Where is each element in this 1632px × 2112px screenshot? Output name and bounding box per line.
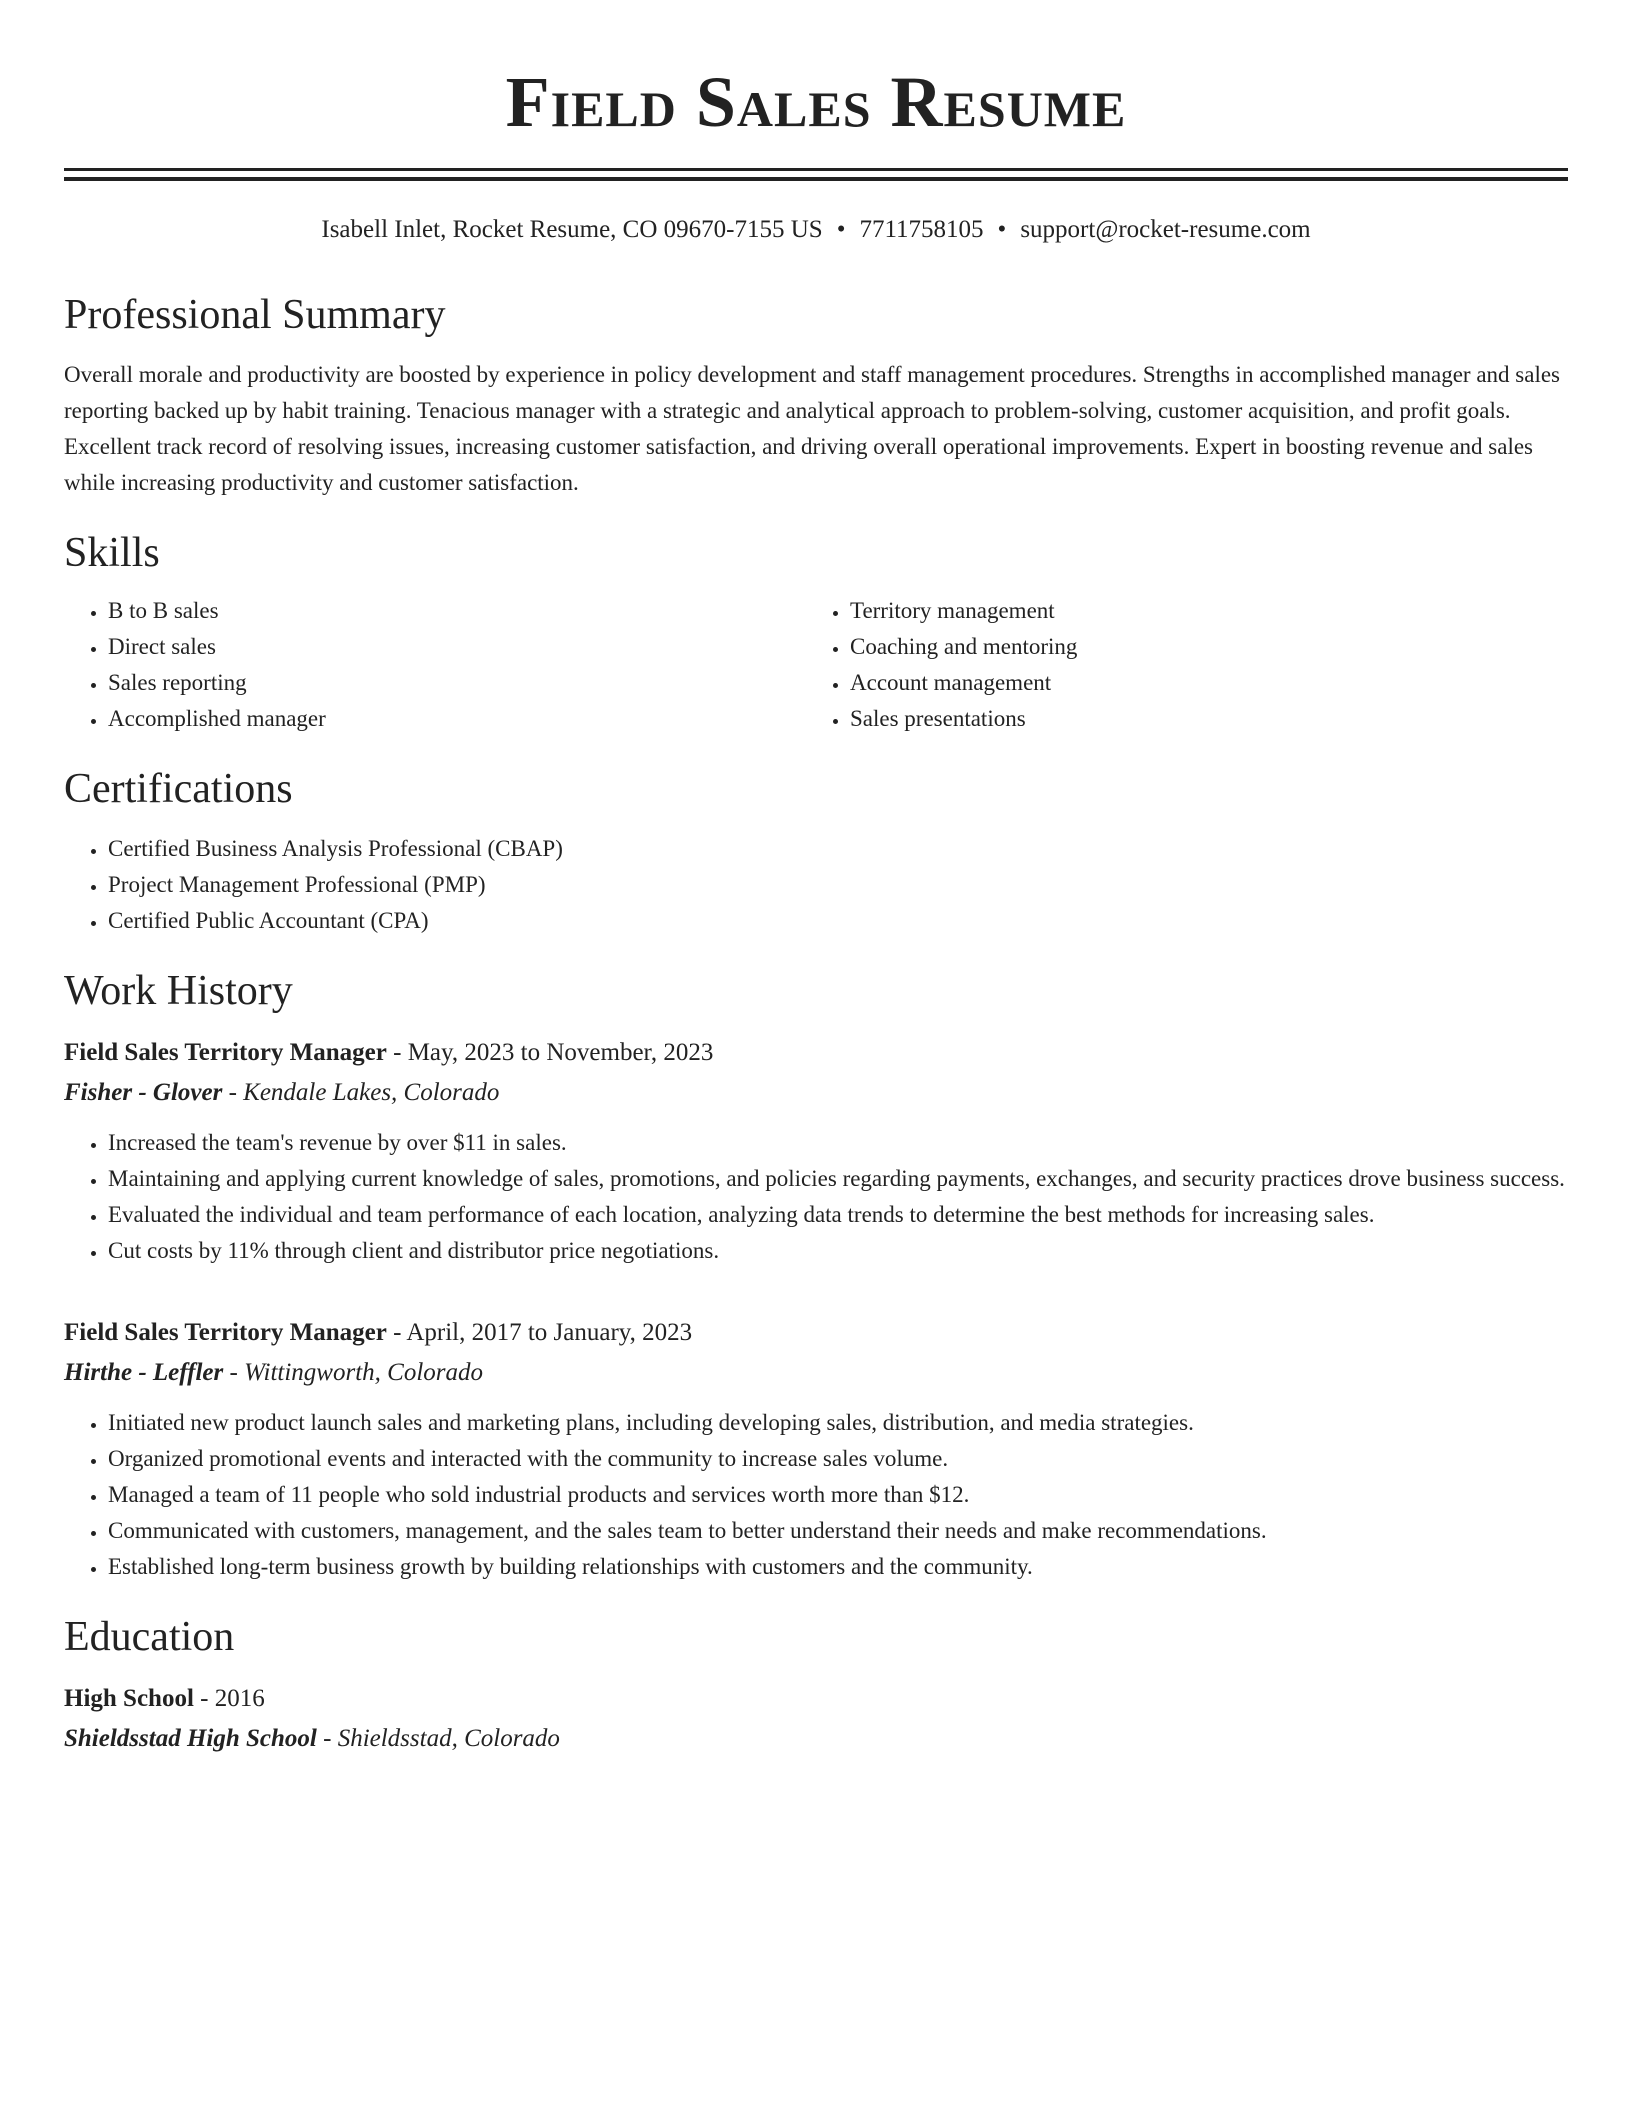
job-bullet: • Communicated with customers, management, and the sales team to better understand their needs and make recommendations.: [108, 1513, 1568, 1549]
education-school: Shieldsstad High School: [64, 1725, 317, 1752]
job-bullet: • Managed a team of 11 people who sold industrial products and services worth more than $12.: [108, 1477, 1568, 1513]
skill-item: • Territory management: [850, 593, 1548, 629]
title-rule-top: [64, 168, 1568, 171]
job-bullet: • Evaluated the individual and team performance of each location, analyzing data trends to determine the best methods for increasing sales.: [108, 1197, 1568, 1233]
job-title-line: Field Sales Territory Manager - April, 2017 to January, 2023: [64, 1319, 693, 1346]
job-bullets: [64, 1125, 1568, 1269]
job-title: Field Sales Territory Manager: [64, 1319, 387, 1346]
job-title: Field Sales Territory Manager: [64, 1039, 387, 1066]
skill-item: • Sales presentations: [850, 701, 1548, 737]
job-location: Wittingworth, Colorado: [244, 1359, 483, 1386]
contact-phone: 7711758105: [859, 216, 984, 243]
education-year: 2016: [214, 1685, 265, 1712]
job-bullets: [64, 1405, 1568, 1585]
certifications-heading: Certifications: [64, 766, 293, 812]
skill-item: • Sales reporting: [108, 665, 806, 701]
contact-line: [64, 215, 1568, 245]
work-history-heading: Work History: [64, 968, 293, 1014]
skill-item: • Direct sales: [108, 629, 806, 665]
skills-right-list: [806, 593, 1548, 737]
job-bullet: • Maintaining and applying current knowledge of sales, promotions, and policies regarding payments, exchanges, and security practices drove business success.: [108, 1161, 1568, 1197]
skill-item: • Coaching and mentoring: [850, 629, 1548, 665]
certification-item: • Certified Business Analysis Professional (CBAP): [108, 831, 1568, 867]
education-degree-line: High School - 2016: [64, 1685, 265, 1712]
contact-separator: •: [836, 216, 846, 243]
job-location: Kendale Lakes, Colorado: [243, 1079, 500, 1106]
certification-item: • Project Management Professional (PMP): [108, 867, 1568, 903]
certifications-list: [64, 831, 1568, 939]
skills-left-list: [64, 593, 806, 737]
contact-separator: •: [997, 216, 1007, 243]
education-school-line: Shieldsstad High School - Shieldsstad, Colorado: [64, 1725, 560, 1752]
job-company: Fisher - Glover: [64, 1079, 223, 1106]
job-bullet: • Cut costs by 11% through client and distributor price negotiations.: [108, 1233, 1568, 1269]
education-heading: Education: [64, 1614, 235, 1660]
contact-address: Isabell Inlet, Rocket Resume, CO 09670-7155 US: [321, 216, 823, 243]
skill-item: • Accomplished manager: [108, 701, 806, 737]
job-bullet: • Increased the team's revenue by over $11 in sales.: [108, 1125, 1568, 1161]
job-dates: April, 2017 to January, 2023: [406, 1319, 693, 1346]
skill-item: • Account management: [850, 665, 1548, 701]
resume-title: Field Sales Resume: [505, 62, 1127, 142]
education-degree: High School: [64, 1685, 194, 1712]
skill-item: • B to B sales: [108, 593, 806, 629]
job-company-line: Hirthe - Leffler - Wittingworth, Colorado: [64, 1359, 483, 1386]
title-rule-bottom: [64, 177, 1568, 181]
summary-heading: Professional Summary: [64, 292, 446, 338]
job-dates: May, 2023 to November, 2023: [407, 1039, 714, 1066]
job-bullet: • Initiated new product launch sales and marketing plans, including developing sales, distribution, and media strategies.: [108, 1405, 1568, 1441]
job-bullet: • Established long-term business growth by building relationships with customers and the community.: [108, 1549, 1568, 1585]
job-bullet: • Organized promotional events and interacted with the community to increase sales volume.: [108, 1441, 1568, 1477]
job-company: Hirthe - Leffler: [64, 1359, 224, 1386]
certification-item: • Certified Public Accountant (CPA): [108, 903, 1568, 939]
contact-email: support@rocket-resume.com: [1020, 216, 1311, 243]
job-company-line: Fisher - Glover - Kendale Lakes, Colorado: [64, 1079, 500, 1106]
skills-heading: Skills: [64, 530, 160, 576]
skills-columns: [64, 593, 1568, 737]
summary-text: Overall morale and productivity are boosted by experience in policy development and staff management procedures. Strengths in accomplished manager and sales reporting backed up by habit training. Tenacious manager with a strategic and analytical approach to problem-solving, customer acquisition, and profit goals. Excellent track record of resolving issues, increasing customer satisfaction, and driving overall operational improvements. Expert in boosting revenue and sales while increasing productivity and customer satisfaction.: [64, 362, 1560, 495]
education-location: Shieldsstad, Colorado: [337, 1725, 560, 1752]
job-title-line: Field Sales Territory Manager - May, 2023 to November, 2023: [64, 1039, 714, 1066]
